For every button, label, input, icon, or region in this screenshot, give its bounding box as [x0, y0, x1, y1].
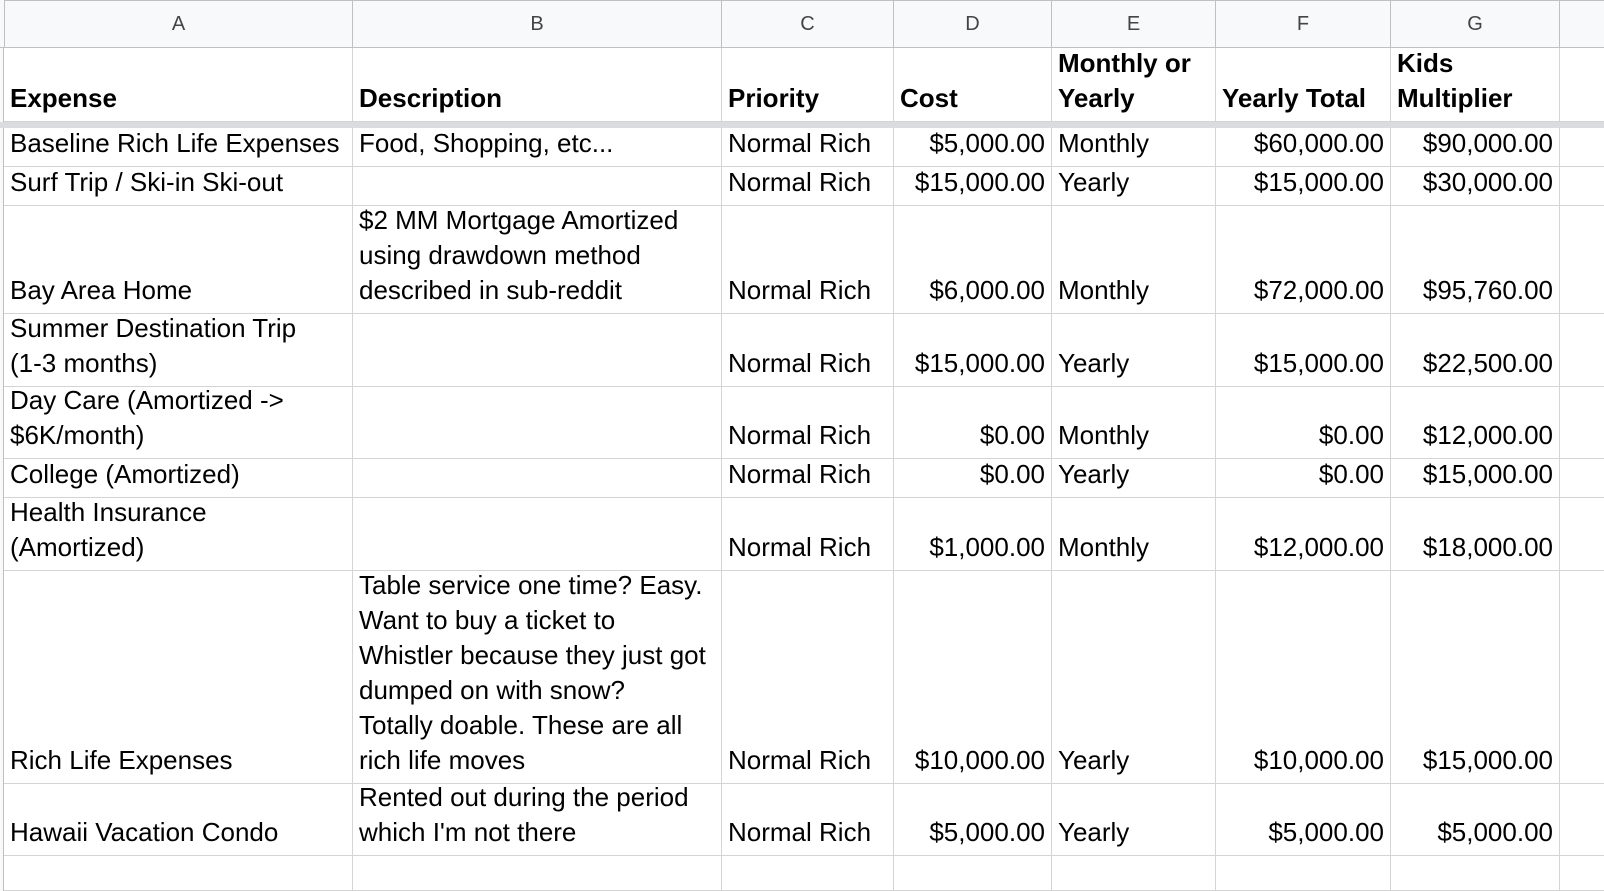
cell-extra[interactable]	[1559, 128, 1604, 167]
cell-extra[interactable]	[1559, 206, 1604, 314]
cell-cost[interactable]: $5,000.00	[893, 784, 1051, 856]
cell-expense[interactable]: Bay Area Home	[4, 206, 352, 314]
cell-expense[interactable]: Summer Destination Trip (1-3 months)	[4, 314, 352, 387]
cell-extra[interactable]	[1559, 459, 1604, 498]
column-header-b[interactable]: B	[352, 0, 721, 48]
cell-kids-multiplier[interactable]: $15,000.00	[1390, 571, 1559, 784]
header-cell-cost[interactable]: Cost	[893, 48, 1051, 122]
cell-frequency[interactable]: Monthly	[1051, 498, 1215, 571]
empty-cell[interactable]	[1051, 856, 1215, 891]
cell-yearly-total[interactable]: $0.00	[1215, 387, 1390, 459]
empty-cell[interactable]	[893, 856, 1051, 891]
cell-extra[interactable]	[1559, 571, 1604, 784]
empty-cell[interactable]	[1215, 856, 1390, 891]
cell-priority[interactable]: Normal Rich	[721, 128, 893, 167]
cell-frequency[interactable]: Yearly	[1051, 314, 1215, 387]
cell-priority[interactable]: Normal Rich	[721, 206, 893, 314]
cell-extra[interactable]	[1559, 167, 1604, 206]
cell-expense[interactable]: Baseline Rich Life Expenses	[4, 128, 352, 167]
cell-cost[interactable]: $10,000.00	[893, 571, 1051, 784]
cell-extra[interactable]	[1559, 314, 1604, 387]
empty-cell[interactable]	[1559, 856, 1604, 891]
cell-cost[interactable]: $0.00	[893, 459, 1051, 498]
header-cell-frequency[interactable]: Monthly or Yearly	[1051, 48, 1215, 122]
cell-yearly-total[interactable]: $15,000.00	[1215, 167, 1390, 206]
cell-cost[interactable]: $6,000.00	[893, 206, 1051, 314]
cell-yearly-total[interactable]: $10,000.00	[1215, 571, 1390, 784]
cell-yearly-total[interactable]: $72,000.00	[1215, 206, 1390, 314]
cell-priority[interactable]: Normal Rich	[721, 459, 893, 498]
header-cell-extra[interactable]	[1559, 48, 1604, 122]
cell-yearly-total[interactable]: $0.00	[1215, 459, 1390, 498]
cell-description[interactable]	[352, 314, 721, 387]
cell-kids-multiplier[interactable]: $95,760.00	[1390, 206, 1559, 314]
column-header-g[interactable]: G	[1390, 0, 1559, 48]
cell-cost[interactable]: $1,000.00	[893, 498, 1051, 571]
column-header-d[interactable]: D	[893, 0, 1051, 48]
cell-frequency[interactable]: Yearly	[1051, 571, 1215, 784]
cell-description[interactable]	[352, 167, 721, 206]
column-header-c[interactable]: C	[721, 0, 893, 48]
cell-frequency[interactable]: Yearly	[1051, 784, 1215, 856]
header-cell-description[interactable]: Description	[352, 48, 721, 122]
header-cell-kids-multiplier[interactable]: Kids Multiplier	[1390, 48, 1559, 122]
column-header-f[interactable]: F	[1215, 0, 1390, 48]
cell-priority[interactable]: Normal Rich	[721, 167, 893, 206]
cell-cost[interactable]: $15,000.00	[893, 167, 1051, 206]
header-cell-priority[interactable]: Priority	[721, 48, 893, 122]
cell-yearly-total[interactable]: $15,000.00	[1215, 314, 1390, 387]
cell-expense[interactable]: Hawaii Vacation Condo	[4, 784, 352, 856]
cell-frequency[interactable]: Yearly	[1051, 167, 1215, 206]
cell-expense[interactable]: Health Insurance (Amortized)	[4, 498, 352, 571]
cell-extra[interactable]	[1559, 387, 1604, 459]
cell-cost[interactable]: $15,000.00	[893, 314, 1051, 387]
cell-kids-multiplier[interactable]: $30,000.00	[1390, 167, 1559, 206]
cell-description[interactable]: Rented out during the period which I'm not there	[352, 784, 721, 856]
cell-priority[interactable]: Normal Rich	[721, 784, 893, 856]
cell-cost[interactable]: $5,000.00	[893, 128, 1051, 167]
cell-extra[interactable]	[1559, 784, 1604, 856]
cell-extra[interactable]	[1559, 498, 1604, 571]
cell-kids-multiplier[interactable]: $18,000.00	[1390, 498, 1559, 571]
cell-kids-multiplier[interactable]: $15,000.00	[1390, 459, 1559, 498]
cell-kids-multiplier[interactable]: $90,000.00	[1390, 128, 1559, 167]
cell-description[interactable]: Food, Shopping, etc...	[352, 128, 721, 167]
cell-yearly-total[interactable]: $5,000.00	[1215, 784, 1390, 856]
empty-cell[interactable]	[4, 856, 352, 891]
cell-expense[interactable]: Rich Life Expenses	[4, 571, 352, 784]
header-cell-expense[interactable]: Expense	[4, 48, 352, 122]
cell-frequency[interactable]: Monthly	[1051, 128, 1215, 167]
cell-kids-multiplier[interactable]: $5,000.00	[1390, 784, 1559, 856]
empty-cell[interactable]	[721, 856, 893, 891]
header-cell-yearly-total[interactable]: Yearly Total	[1215, 48, 1390, 122]
cell-description[interactable]	[352, 498, 721, 571]
cell-description[interactable]: Table service one time? Easy. Want to buy a ticket to Whistler because they just got dumped on with snow? Totally doable. These are all rich life moves	[352, 571, 721, 784]
column-header-blank	[1559, 0, 1604, 48]
cell-kids-multiplier[interactable]: $12,000.00	[1390, 387, 1559, 459]
empty-cell[interactable]	[352, 856, 721, 891]
cell-frequency[interactable]: Yearly	[1051, 459, 1215, 498]
cell-priority[interactable]: Normal Rich	[721, 387, 893, 459]
column-header-a[interactable]: A	[4, 0, 352, 48]
cell-priority[interactable]: Normal Rich	[721, 571, 893, 784]
cell-description[interactable]: $2 MM Mortgage Amortized using drawdown method described in sub-reddit	[352, 206, 721, 314]
cell-yearly-total[interactable]: $60,000.00	[1215, 128, 1390, 167]
cell-expense[interactable]: Surf Trip / Ski-in Ski-out	[4, 167, 352, 206]
cell-yearly-total[interactable]: $12,000.00	[1215, 498, 1390, 571]
cell-frequency[interactable]: Monthly	[1051, 206, 1215, 314]
cell-description[interactable]	[352, 387, 721, 459]
cell-expense[interactable]: College (Amortized)	[4, 459, 352, 498]
cell-description[interactable]	[352, 459, 721, 498]
column-header-e[interactable]: E	[1051, 0, 1215, 48]
cell-priority[interactable]: Normal Rich	[721, 314, 893, 387]
cell-priority[interactable]: Normal Rich	[721, 498, 893, 571]
cell-cost[interactable]: $0.00	[893, 387, 1051, 459]
cell-expense[interactable]: Day Care (Amortized -> $6K/month)	[4, 387, 352, 459]
empty-cell[interactable]	[1390, 856, 1559, 891]
cell-kids-multiplier[interactable]: $22,500.00	[1390, 314, 1559, 387]
cell-frequency[interactable]: Monthly	[1051, 387, 1215, 459]
